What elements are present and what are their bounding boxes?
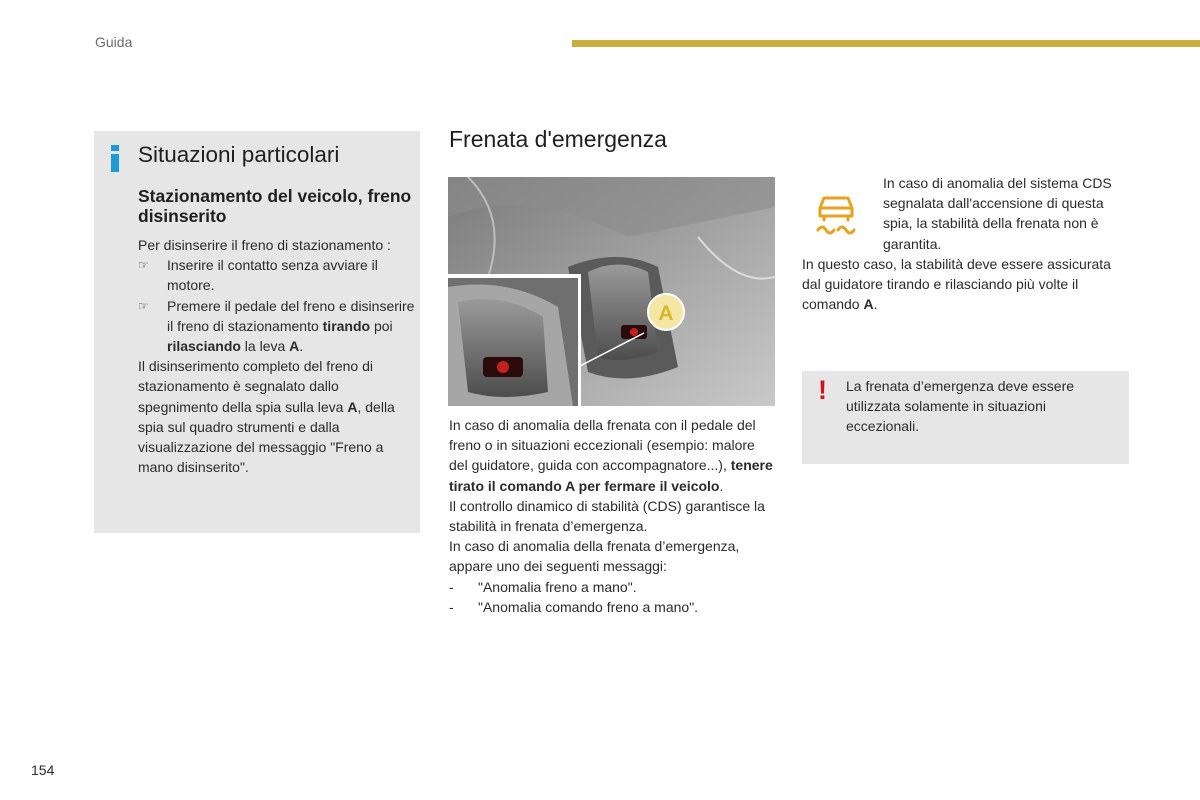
message-text: "Anomalia freno a mano". (478, 578, 637, 595)
warning-text: La frenata d’emergenza deve essere utilizzata solamente in situazioni eccezionali. (846, 378, 1075, 435)
info-icon (110, 145, 120, 172)
paragraph-text: In caso di anomalia della frenata con il pedale del freno o in situazioni eccezionali (esempio: malore del guidatore, guida con accompagnatore...), (449, 417, 756, 474)
paragraph: Il controllo dinamico di stabilità (CDS) garantisce la stabilità in frenata d’emergenza. (449, 497, 765, 535)
list-item (449, 597, 775, 617)
list-item (138, 296, 416, 357)
section-title: Frenata d'emergenza (449, 126, 667, 152)
bold-text: tirando (322, 317, 371, 334)
bullet-text: poi (370, 317, 393, 334)
pointing-hand-icon: ☞ (138, 258, 149, 273)
list-item (449, 577, 775, 597)
bold-text: tenere tirato il comando A per fermare il veicolo (449, 457, 773, 494)
paragraph-text: . (873, 296, 878, 313)
bullet-text: Inserire il contatto senza avviare il motore. (167, 257, 378, 294)
dash-marker: - (449, 598, 454, 615)
dash-marker: - (449, 578, 454, 595)
bold-text: rilasciando (167, 338, 241, 355)
paragraph-text: In questo caso, la stabilità deve essere assicurata dal guidatore tirando e rilasciando più volte il comando (802, 256, 1111, 313)
bullet-text: la leva (240, 338, 290, 355)
paragraph: In caso di anomalia della frenata d’emergenza, appare uno dei seguenti messaggi: (449, 538, 740, 575)
paragraph (802, 254, 1122, 315)
bold-text: A (289, 338, 300, 355)
bullet-text: . (299, 338, 304, 355)
bold-text: A (863, 296, 874, 313)
main-body (449, 415, 775, 617)
message-text: "Anomalia comando freno a mano". (478, 598, 699, 615)
exclamation-icon: ! (818, 375, 827, 405)
paragraph-text: . (719, 477, 724, 494)
parking-brake-lever-illustration (448, 177, 775, 406)
section-label: Guida (95, 34, 133, 50)
cds-warning-text: In caso di anomalia del sistema CDS segnalata dall'accensione di questa spia, la stabilità della frenata non è garantita. (883, 175, 1112, 252)
bullet-text: Premere il pedale del freno e disinserire il freno di stazionamento (167, 297, 415, 334)
header-accent-bar (572, 40, 1200, 47)
page-number: 154 (31, 762, 55, 778)
info-box-subtitle: Stazionamento del veicolo, freno disinserito (138, 186, 412, 226)
bold-text: A (347, 398, 358, 415)
cds-warning-light-icon (812, 188, 860, 236)
closing-text: Il disinserimento completo del freno di stazionamento è segnalato dallo spegnimento della spia sulla leva (138, 358, 374, 415)
paragraph (449, 415, 775, 496)
callout-a: A (658, 302, 674, 325)
info-box-body (138, 235, 416, 477)
info-box-intro: Per disinserire il freno di stazionamento : (138, 237, 391, 253)
info-box-title: Situazioni particolari (138, 142, 340, 167)
list-item (138, 255, 416, 295)
closing-text: , della spia sul quadro strumenti e dalla visualizzazione del messaggio "Freno a mano disinserito". (138, 398, 395, 476)
pointing-hand-icon: ☞ (138, 298, 149, 313)
info-box-closing (138, 356, 416, 477)
